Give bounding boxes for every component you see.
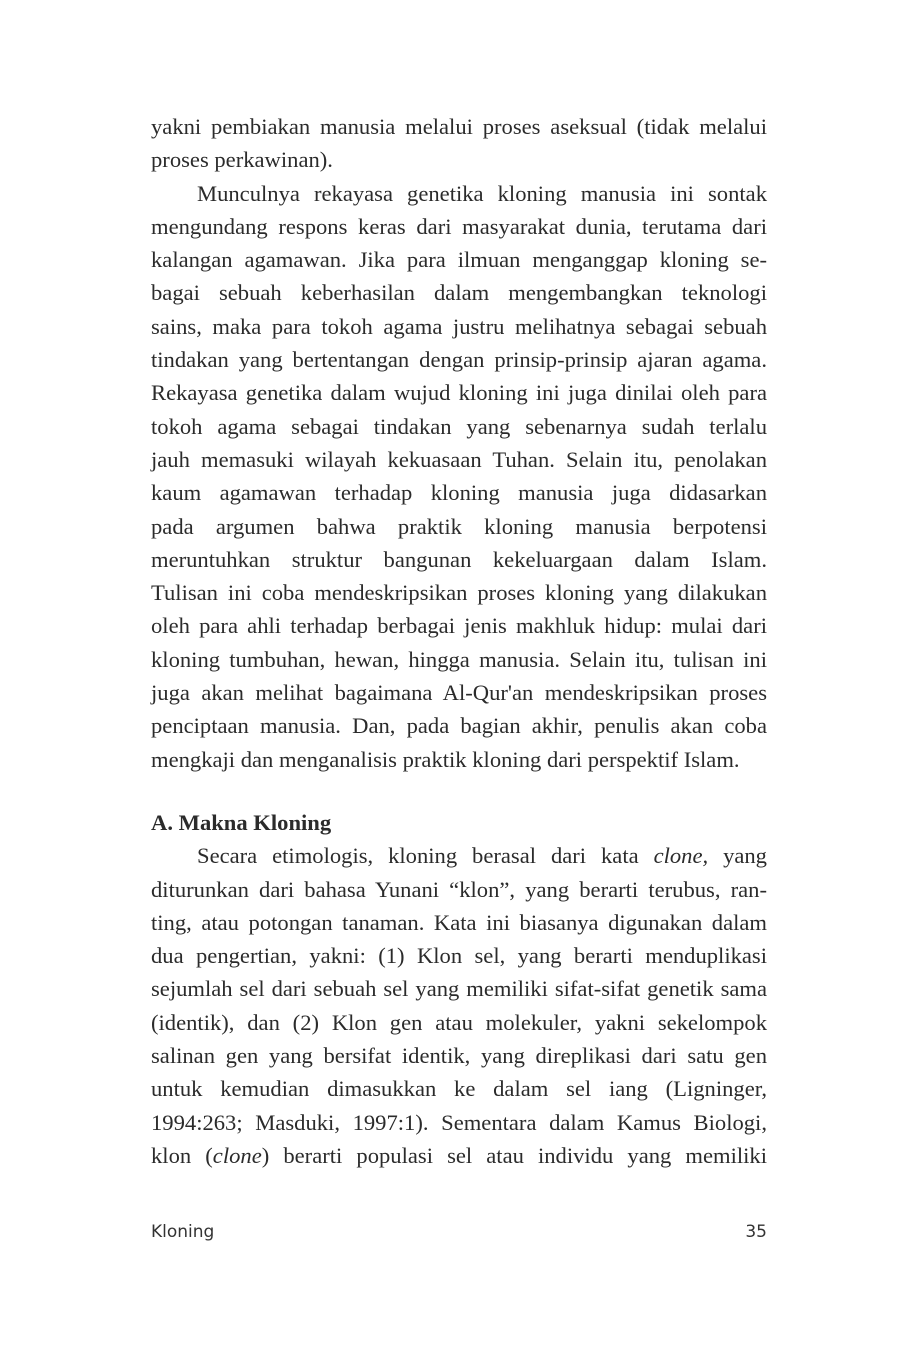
text-line: sejumlah sel dari sebuah sel yang memiliki sifat-sifat genetik sama	[151, 976, 767, 1002]
text-line	[151, 839, 767, 872]
text-line: Tulisan ini coba mendeskripsikan proses kloning yang dilakukan	[151, 580, 767, 606]
text-line: (identik), dan (2) Klon gen atau molekuler, yakni sekelompok	[151, 1009, 767, 1035]
text-line: proses perkawinan).	[151, 147, 333, 173]
text-line: kloning tumbuhan, hewan, hingga manusia. Selain itu, tulisan ini	[151, 646, 767, 672]
text-line: diturunkan dari bahasa Yunani “klon”, yang berarti terubus, ran-	[151, 876, 767, 902]
text-line: sains, maka para tokoh agama justru melihatnya sebagai sebuah	[151, 313, 767, 339]
text-line: mengkaji dan menganalisis praktik kloning dari perspektif Islam.	[151, 746, 740, 772]
text-line: juga akan melihat bagaimana Al-Qur'an mendeskripsikan proses	[151, 680, 767, 706]
paragraph-2	[151, 177, 767, 776]
text-line: salinan gen yang bersifat identik, yang direplikasi dari satu gen	[151, 1043, 767, 1069]
text-line: 1994:263; Masduki, 1997:1). Sementara dalam Kamus Biologi,	[151, 1109, 767, 1135]
text-segment: ) berarti populasi sel atau individu yang memiliki	[261, 1142, 767, 1168]
text-line: bagai sebuah keberhasilan dalam mengembangkan teknologi	[151, 280, 767, 306]
text-line: mengundang respons keras dari masyarakat dunia, terutama dari	[151, 213, 767, 239]
text-line: dua pengertian, yakni: (1) Klon sel, yang berarti menduplikasi	[151, 943, 767, 969]
italic-term: clone	[212, 1142, 262, 1168]
text-line: untuk kemudian dimasukkan ke dalam sel iang (Ligninger,	[151, 1076, 767, 1102]
text-segment: klon (	[151, 1142, 213, 1168]
text-segment: yang	[708, 843, 767, 869]
paragraph-1	[151, 110, 767, 177]
section-heading: A. Makna Kloning	[151, 809, 332, 835]
text-line: jauh memasuki wilayah kekuasaan Tuhan. Selain itu, penolakan	[151, 446, 767, 472]
page-number: 35	[745, 1222, 767, 1242]
text-line: yakni pembiakan manusia melalui proses aseksual (tidak melalui	[151, 114, 767, 139]
text-line: ting, atau potongan tanaman. Kata ini biasanya digunakan dalam	[151, 909, 767, 935]
text-line: kalangan agamawan. Jika para ilmuan menganggap kloning se-	[151, 247, 767, 273]
text-line: meruntuhkan struktur bangunan kekeluargaan dalam Islam.	[151, 546, 767, 572]
text-line: tindakan yang bertentangan dengan prinsip-prinsip ajaran agama.	[151, 347, 767, 373]
text-line: oleh para ahli terhadap berbagai jenis makhluk hidup: mulai dari	[151, 613, 767, 639]
text-line: penciptaan manusia. Dan, pada bagian akhir, penulis akan coba	[151, 713, 767, 739]
text-line	[151, 1139, 767, 1172]
page-body	[151, 110, 767, 1172]
text-segment: Secara etimologis, kloning berasal dari kata	[197, 843, 654, 869]
italic-term: clone,	[653, 843, 709, 869]
text-line: kaum agamawan terhadap kloning manusia juga didasarkan	[151, 480, 767, 506]
text-line: Munculnya rekayasa genetika kloning manusia ini sontak	[197, 180, 767, 206]
text-line: pada argumen bahwa praktik kloning manusia berpotensi	[151, 513, 767, 539]
text-line: Rekayasa genetika dalam wujud kloning ini juga dinilai oleh para	[151, 380, 767, 406]
running-footer-title: Kloning	[151, 1222, 215, 1242]
text-line: tokoh agama sebagai tindakan yang sebenarnya sudah terlalu	[151, 413, 767, 439]
paragraph-3	[151, 839, 767, 1172]
